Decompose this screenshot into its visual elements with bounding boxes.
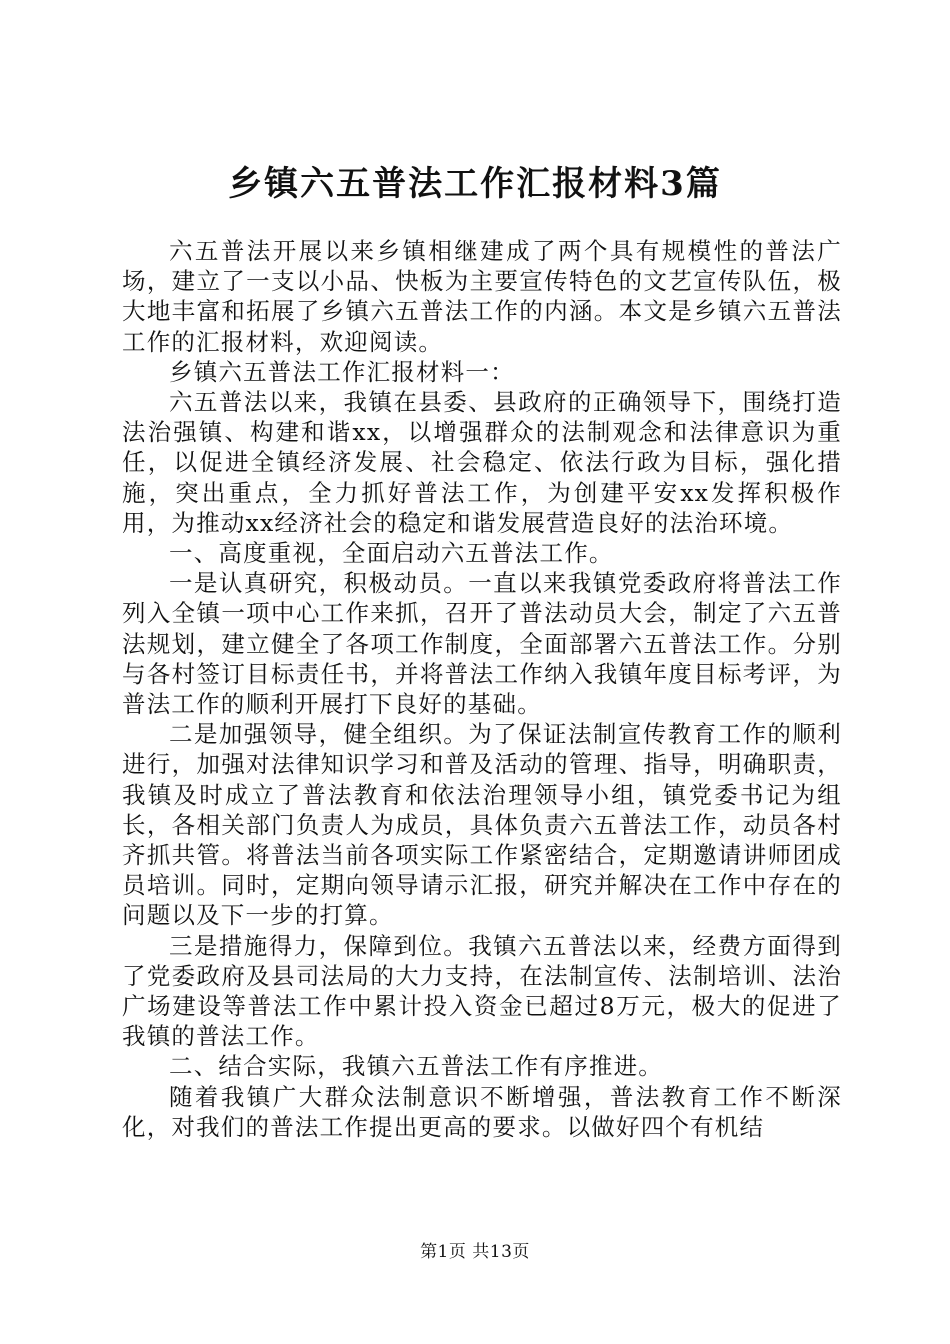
paragraph-subtitle-one: 乡镇六五普法工作汇报材料一： [169, 357, 515, 386]
document-body [122, 236, 842, 1142]
paragraph-continuation: 随着我镇广大群众法制意识不断增强，普法教育工作不断深化，对我们的普法工作提出更高的要求。以做好四个有机结 [122, 1082, 842, 1141]
section-heading-one: 一、高度重视，全面启动六五普法工作。 [169, 539, 614, 568]
paragraph-point-one: 一是认真研究，积极动员。一直以来我镇党委政府将普法工作列入全镇一项中心工作来抓，召开了普法动员大会，制定了六五普法规划，建立健全了各项工作制度，全面部署六五普法工作。分别与各村签订目标责任书，并将普法工作纳入我镇年度目标考评，为普法工作的顺利开展打下良好的基础。 [122, 569, 842, 719]
paragraph-intro: 六五普法开展以来乡镇相继建成了两个具有规模性的普法广场，建立了一支以小品、快板为主要宣传特色的文艺宣传队伍，极大地丰富和拓展了乡镇六五普法工作的内涵。本文是乡镇六五普法工作的汇报材料，欢迎阅读。 [122, 237, 842, 356]
document-title: 乡镇六五普法工作汇报材料3篇 [228, 164, 722, 204]
section-heading-two: 二、结合实际，我镇六五普法工作有序推进。 [169, 1052, 663, 1081]
paragraph-point-two: 二是加强领导，健全组织。为了保证法制宣传教育工作的顺利进行，加强对法律知识学习和普及活动的管理、指导，明确职责，我镇及时成立了普法教育和依法治理领导小组，镇党委书记为组长，各相关部门负责人为成员，具体负责六五普法工作，动员各村齐抓共管。将普法当前各项实际工作紧密结合，定期邀请讲师团成员培训。同时，定期向领导请示汇报，研究并解决在工作中存在的问题以及下一步的打算。 [122, 720, 842, 930]
paragraph-point-three: 三是措施得力，保障到位。我镇六五普法以来，经费方面得到了党委政府及县司法局的大力支持，在法制宣传、法制培训、法治广场建设等普法工作中累计投入资金已超过8万元，极大的促进了我镇的普法工作。 [122, 931, 842, 1051]
paragraph-overview: 六五普法以来，我镇在县委、县政府的正确领导下，围绕打造法治强镇、构建和谐xx，以增强群众的法制观念和法律意识为重任，以促进全镇经济发展、社会稳定、依法行政为目标，强化措施，突出重点，全力抓好普法工作，为创建平安xx发挥积极作用，为推动xx经济社会的稳定和谐发展营造良好的法治环境。 [122, 388, 842, 537]
page-footer: 第1页 共13页 [420, 1242, 530, 1262]
